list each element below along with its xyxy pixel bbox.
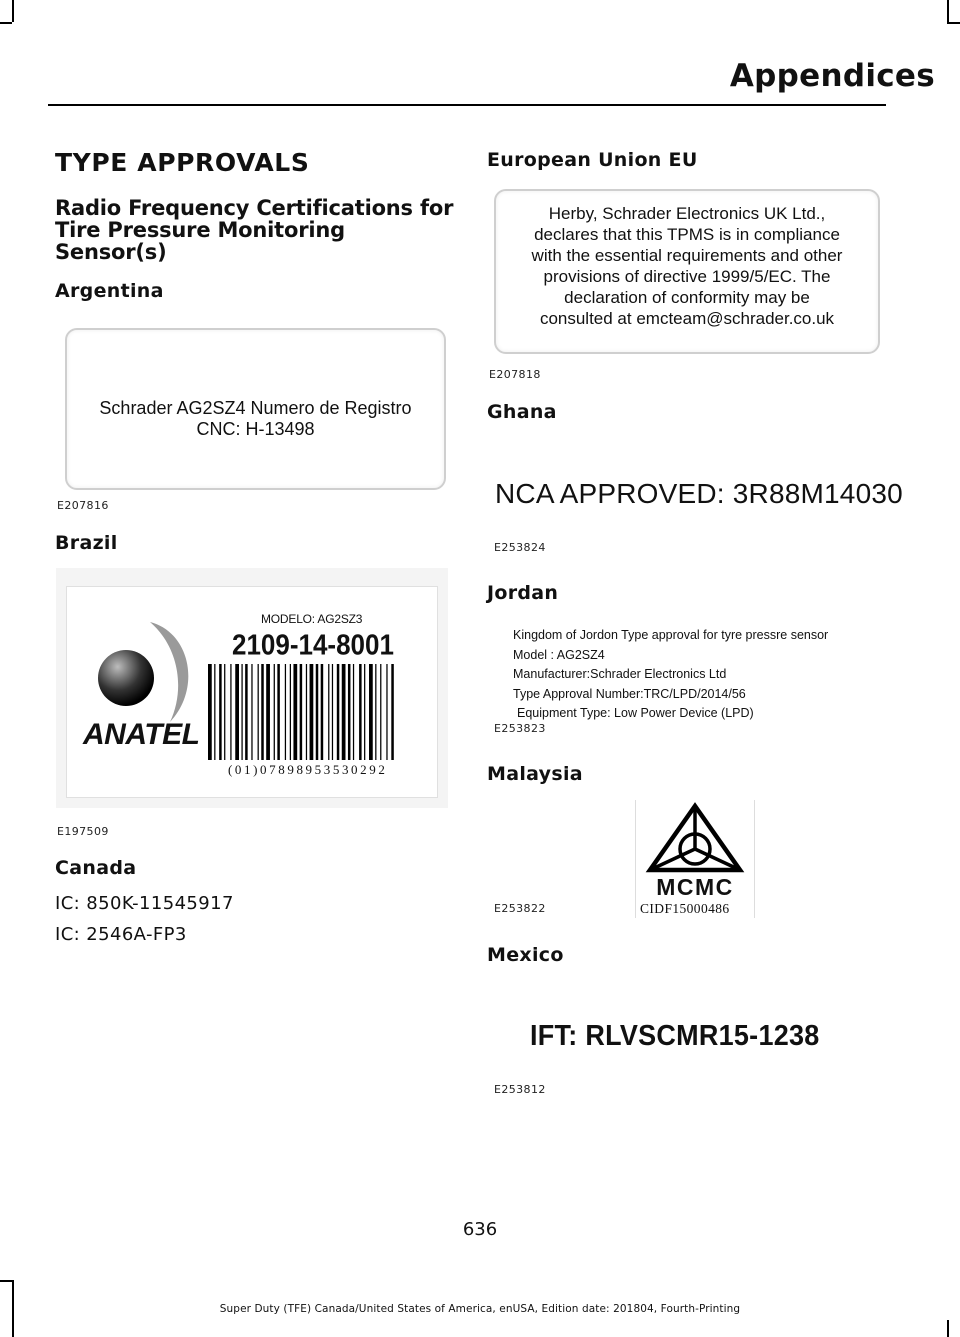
- argentina-code: E207816: [57, 499, 109, 512]
- crop-mark: [947, 22, 960, 24]
- canada-heading: Canada: [55, 857, 137, 879]
- jordan-code: E253823: [494, 722, 546, 735]
- argentina-label-line2: CNC: H-13498: [196, 419, 315, 439]
- eu-line: provisions of directive 1999/5/EC. The: [543, 267, 831, 286]
- mcmc-triangle-icon: [644, 802, 746, 874]
- canada-ic-1: IC: 850K-11545917: [55, 893, 234, 914]
- crop-mark: [0, 22, 12, 24]
- edition-info: Super Duty (TFE) Canada/United States of America, enUSA, Edition date: 201804, Fourth-Printing: [219, 1303, 741, 1315]
- eu-line: Herby, Schrader Electronics UK Ltd.,: [548, 204, 826, 223]
- crop-mark: [0, 1280, 12, 1282]
- mexico-code: E253812: [494, 1083, 546, 1096]
- jordan-line: Equipment Type: Low Power Device (LPD): [517, 706, 754, 720]
- eu-line: with the essential requirements and other: [531, 246, 843, 265]
- subheading: Radio Frequency Certifications for Tire Pressure Monitoring Sensor(s): [55, 196, 454, 264]
- jordan-heading: Jordan: [487, 582, 559, 604]
- eu-line: consulted at emcteam@schrader.co.uk: [539, 309, 835, 328]
- brazil-code: E197509: [57, 825, 109, 838]
- eu-label: [494, 189, 880, 354]
- argentina-label: [65, 328, 446, 490]
- page-number: 636: [462, 1219, 498, 1240]
- malaysia-code: E253822: [494, 902, 546, 915]
- crop-mark: [12, 0, 14, 22]
- argentina-label-line1: Schrader AG2SZ4 Numero de Registro: [99, 398, 412, 418]
- eu-line: declaration of conformity may be: [564, 288, 810, 307]
- malaysia-heading: Malaysia: [487, 763, 583, 785]
- jordan-label: [513, 626, 828, 724]
- crop-mark: [947, 0, 949, 22]
- brazil-heading: Brazil: [55, 532, 118, 554]
- brazil-number: 2109-14-8001: [232, 628, 394, 661]
- barcode-digits: (01)07898953530292: [228, 762, 388, 777]
- argentina-heading: Argentina: [55, 280, 164, 302]
- mexico-label: IFT: RLVSCMR15-1238: [530, 1020, 820, 1052]
- ghana-heading: Ghana: [487, 401, 557, 423]
- anatel-logo-icon: [90, 618, 210, 728]
- ghana-label: NCA APPROVED: 3R88M14030: [495, 478, 903, 509]
- canada-ic-2: IC: 2546A-FP3: [55, 924, 187, 945]
- mcmc-cert-id: CIDF15000486: [640, 901, 730, 916]
- crop-mark: [947, 1320, 949, 1337]
- barcode-icon: [204, 664, 434, 762]
- eu-code: E207818: [489, 368, 541, 381]
- main-heading: TYPE APPROVALS: [55, 148, 310, 177]
- anatel-logo-text: ANATEL: [83, 718, 200, 751]
- eu-line: declares that this TPMS is in compliance: [534, 225, 840, 244]
- jordan-line: Manufacturer:Schrader Electronics Ltd: [513, 667, 727, 681]
- jordan-line: Model : AG2SZ4: [513, 647, 605, 662]
- page-title: Appendices: [729, 58, 935, 94]
- mexico-heading: Mexico: [487, 944, 564, 966]
- mcmc-logo-text: MCMC: [656, 874, 734, 900]
- eu-heading: European Union EU: [487, 149, 698, 171]
- brazil-model: MODELO: AG2SZ3: [261, 612, 363, 626]
- jordan-line: Type Approval Number:TRC/LPD/2014/56: [513, 686, 746, 701]
- mcmc-logo: [635, 800, 755, 918]
- ghana-code: E253824: [494, 541, 546, 554]
- brazil-label-image: [56, 568, 448, 808]
- header-divider: [48, 104, 886, 106]
- jordan-line: Kingdom of Jordon Type approval for tyre pressre sensor: [513, 628, 829, 642]
